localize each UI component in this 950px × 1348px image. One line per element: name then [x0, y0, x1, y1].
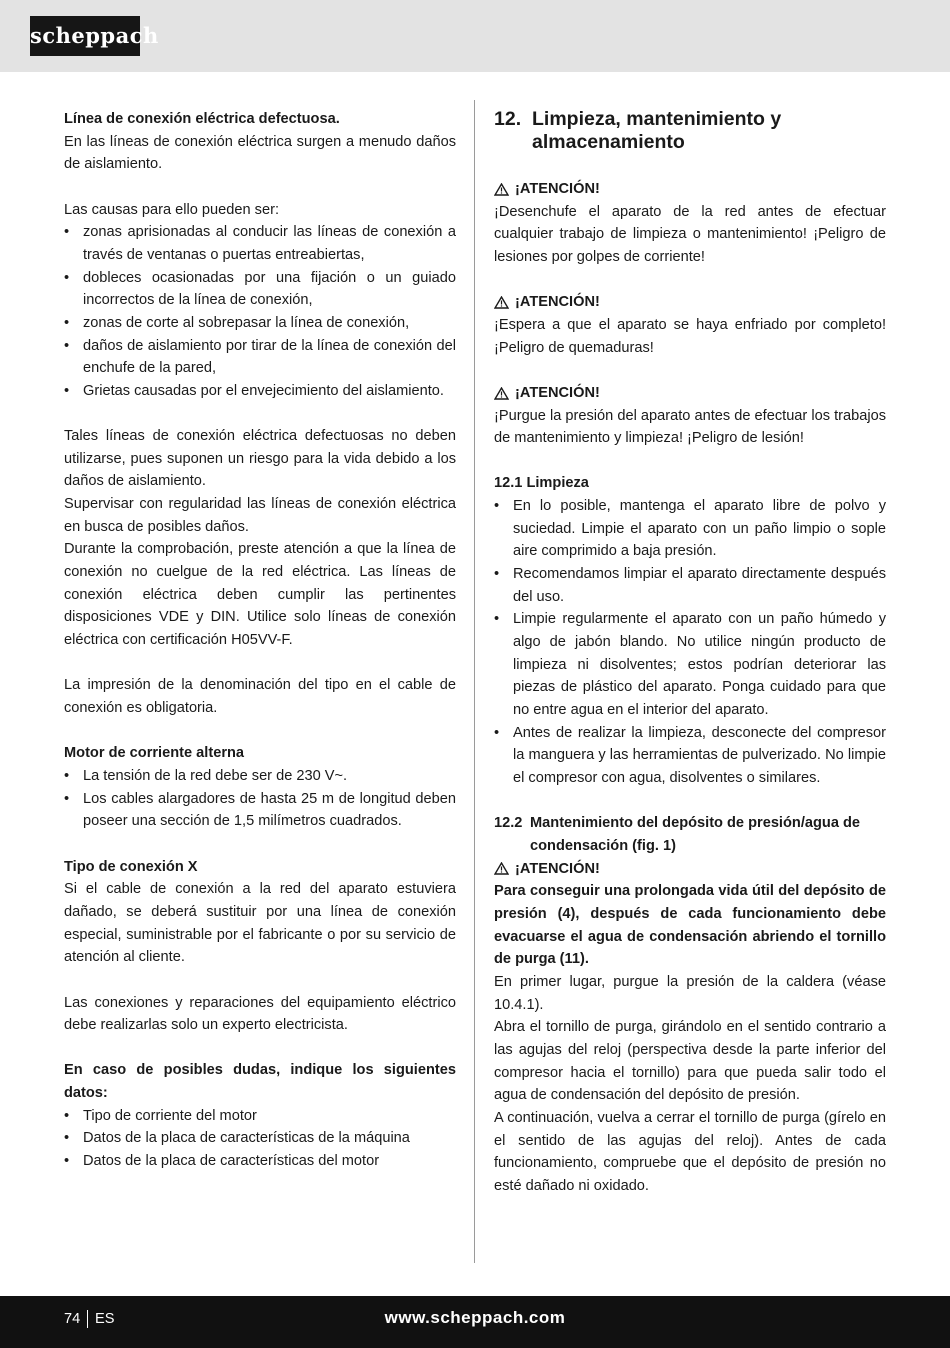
- list-item: • Limpie regularmente el aparato con un paño húmedo y algo de jabón blando. No utilice ningún producto de limpieza ni disolventes; estos podrían deteriorar las piezas de plástico del aparato. Ponga cuidado para que no entre agua en el interior del aparato.: [494, 608, 886, 721]
- paragraph: ¡Desenchufe el aparato de la red antes de efectuar cualquier trabajo de limpieza o mantenimiento! ¡Peligro de lesiones por golpes de corriente!: [494, 203, 886, 265]
- list-item: • zonas aprisionadas al conducir las líneas de conexión a través de ventanas o puertas entreabiertas,: [64, 221, 456, 266]
- page-footer: [0, 1296, 950, 1348]
- section-title: [494, 108, 886, 154]
- list-item: • Los cables alargadores de hasta 25 m de longitud deben poseer una sección de 1,5 milímetros cuadrados.: [64, 788, 456, 833]
- paragraph: Si el cable de conexión a la red del aparato estuviera dañado, se deberá sustituir por una línea de conexión especial, suministrable por el fabricante o por su servicio de atención al cliente.: [64, 881, 456, 966]
- page-number: 74: [64, 1311, 81, 1327]
- warning-label: ¡ATENCIÓN!: [515, 860, 600, 877]
- left-column: [64, 108, 456, 1173]
- motor-list: [64, 765, 456, 833]
- language-code: ES: [95, 1311, 115, 1327]
- list-item: • Antes de realizar la limpieza, desconecte del compresor la manguera y las herramientas de pulverizado. No limpie el compresor con agua, disolventes o similares.: [494, 722, 886, 790]
- list-item: • Datos de la placa de características del motor: [64, 1150, 456, 1173]
- warning-label: ¡ATENCIÓN!: [515, 294, 600, 311]
- paragraph: En primer lugar, purgue la presión de la caldera (véase 10.4.1).: [494, 973, 886, 1013]
- list-item: • Tipo de corriente del motor: [64, 1105, 456, 1128]
- heading-connection-type: Tipo de conexión X: [64, 858, 198, 875]
- paragraph: Las conexiones y reparaciones del equipamiento eléctrico debe realizarlas solo un experto electricista.: [64, 994, 456, 1034]
- paragraph: Las causas para ello pueden ser:: [64, 201, 279, 218]
- right-column: [494, 108, 886, 1197]
- warning-heading: [494, 382, 886, 405]
- cleaning-list: [494, 495, 886, 790]
- paragraph: La impresión de la denominación del tipo en el cable de conexión es obligatoria.: [64, 677, 456, 717]
- list-item: • Recomendamos limpiar el aparato directamente después del uso.: [494, 563, 886, 608]
- list-item: • zonas de corte al sobrepasar la línea de conexión,: [64, 312, 456, 335]
- paragraph: A continuación, vuelva a cerrar el tornillo de purga (gírelo en el sentido de las agujas del reloj). Antes de cada funcionamiento, compruebe que el depósito de presión no esté dañado ni oxidado.: [494, 1109, 886, 1194]
- list-item: • En lo posible, mantenga el aparato libre de polvo y suciedad. Limpie el aparato con un paño limpio o sople aire comprimido a baja presión.: [494, 495, 886, 563]
- website-link[interactable]: www.scheppach.com: [384, 1308, 566, 1327]
- paragraph: Durante la comprobación, preste atención a que la línea de conexión no cuelgue de la red eléctrica. Las líneas de conexión eléctrica deben cumplir las pertinentes disposiciones VDE y DIN. Utilice solo líneas de conexión eléctrica con certificación H05VV-F.: [64, 541, 456, 649]
- warning-triangle-icon: [494, 862, 509, 875]
- bold-paragraph: Para conseguir una prolongada vida útil del depósito de presión (4), después de cada funcionamiento debe evacuarse el agua de condensación abriendo el tornillo de purga (11).: [494, 883, 886, 968]
- subsection-title-maintenance: [494, 812, 886, 857]
- section-title-text: Limpieza, mantenimiento y almacenamiento: [532, 108, 782, 153]
- subsection-title-cleaning: 12.1 Limpieza: [494, 475, 589, 492]
- causes-list: [64, 221, 456, 402]
- heading-defective-cable: Línea de conexión eléctrica defectuosa.: [64, 111, 340, 127]
- data-list: [64, 1105, 456, 1173]
- brand-logo: scheppach: [30, 16, 140, 56]
- warning-label: ¡ATENCIÓN!: [515, 384, 600, 401]
- paragraph: Tales líneas de conexión eléctrica defectuosas no deben utilizarse, pues suponen un riesgo para la vida debido a los daños de aislamiento.: [64, 428, 456, 490]
- warning-heading: [494, 858, 886, 881]
- warning-triangle-icon: [494, 183, 509, 196]
- subsection-title-text: Mantenimiento del depósito de presión/agua de condensación (fig. 1): [530, 815, 861, 854]
- paragraph: ¡Purgue la presión del aparato antes de efectuar los trabajos de mantenimiento y limpieza! ¡Peligro de lesión!: [494, 407, 886, 447]
- list-item: • dobleces ocasionadas por una fijación o un guiado incorrectos de la línea de conexión,: [64, 267, 456, 312]
- list-item: • daños de aislamiento por tirar de la línea de conexión del enchufe de la pared,: [64, 335, 456, 380]
- section-number: 12.: [494, 108, 522, 130]
- list-item: • Grietas causadas por el envejecimiento del aislamiento.: [64, 380, 456, 403]
- list-item: • Datos de la placa de características de la máquina: [64, 1127, 456, 1150]
- paragraph: Abra el tornillo de purga, girándolo en el sentido contrario a las agujas del reloj (perspectiva desde la parte inferior del compresor hacia el tornillo) para que pueda salir todo el agua de condensación del depósito de presión.: [494, 1019, 886, 1104]
- subsection-number: 12.2: [494, 815, 523, 832]
- list-item: • La tensión de la red debe ser de 230 V~.: [64, 765, 456, 788]
- warning-heading: [494, 291, 886, 314]
- warning-label: ¡ATENCIÓN!: [515, 181, 600, 197]
- paragraph: En las líneas de conexión eléctrica surgen a menudo daños de aislamiento.: [64, 133, 456, 173]
- warning-triangle-icon: [494, 387, 509, 400]
- heading-ac-motor: Motor de corriente alterna: [64, 745, 245, 762]
- warning-triangle-icon: [494, 296, 509, 309]
- paragraph: Supervisar con regularidad las líneas de conexión eléctrica en busca de posibles daños.: [64, 496, 456, 535]
- warning-heading: [494, 178, 886, 201]
- column-divider: [474, 100, 475, 1263]
- paragraph: ¡Espera a que el aparato se haya enfriado por completo! ¡Peligro de quemaduras!: [494, 316, 886, 356]
- heading-doubts: En caso de posibles dudas, indique los siguientes datos:: [64, 1062, 456, 1102]
- page-header: [0, 0, 950, 72]
